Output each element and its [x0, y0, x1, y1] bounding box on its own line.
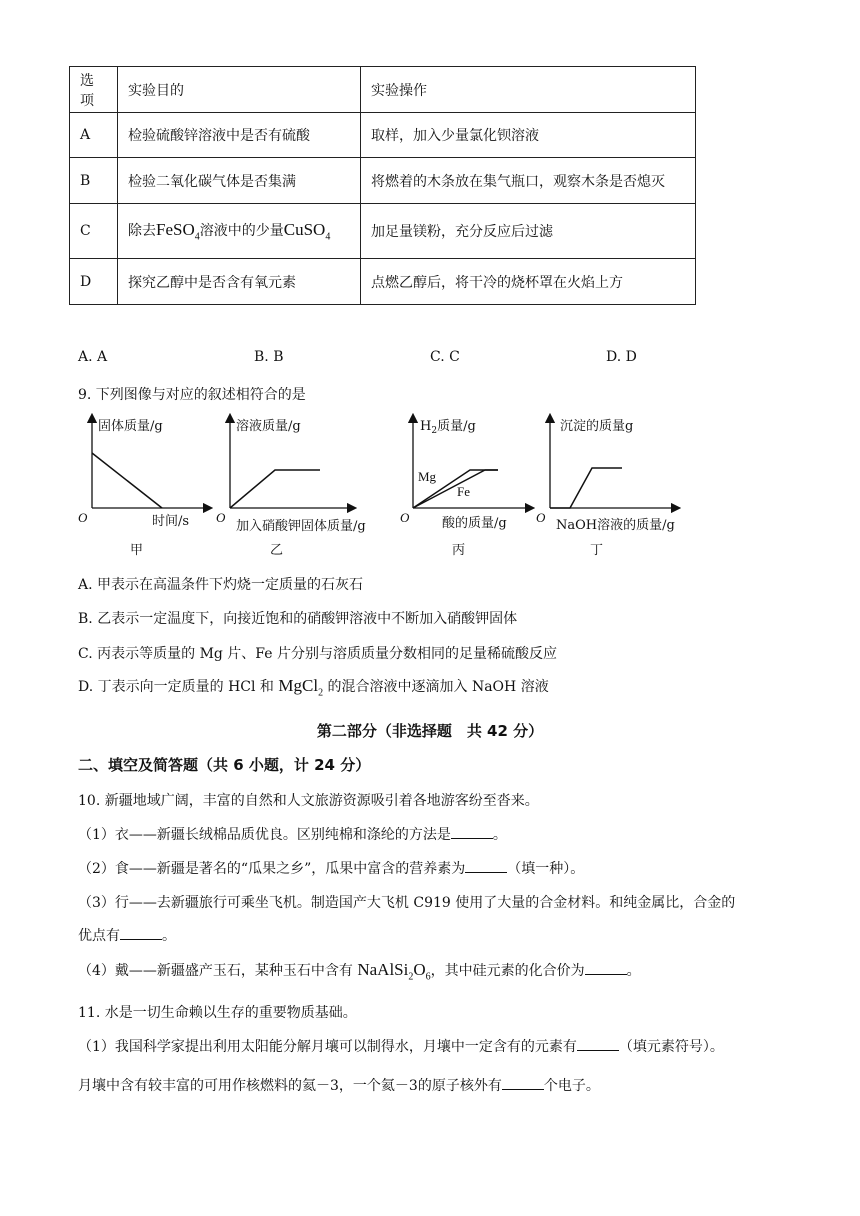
row-purpose: 检验硫酸锌溶液中是否有硫酸	[118, 113, 361, 158]
q9-stem: 9. 下列图像与对应的叙述相符合的是	[78, 387, 306, 403]
mg-line-label: Mg	[418, 469, 437, 484]
y-axis-label: 沉淀的质量g	[560, 419, 634, 434]
y-axis-label: 固体质量/g	[98, 419, 163, 434]
graph-caption: 乙	[270, 543, 284, 558]
x-axis-label: 时间/s	[152, 514, 190, 529]
row-operation: 将燃着的木条放在集气瓶口，观察木条是否熄灭	[361, 158, 696, 204]
table-row	[70, 113, 696, 158]
answer-blank[interactable]	[451, 824, 493, 839]
table-header-option: 选项	[70, 67, 118, 113]
formula-cuso4: CuSO$_4$	[283, 219, 331, 243]
row-option: C	[70, 204, 118, 259]
answer-blank[interactable]	[120, 925, 162, 940]
y-axis-label: 溶液质量/g	[236, 419, 301, 434]
q8-option-a: A. A	[78, 349, 108, 365]
x-axis-label: 酸的质量/g	[442, 516, 507, 531]
q8-option-c: C. C	[430, 349, 460, 365]
answer-blank[interactable]	[577, 1036, 619, 1051]
graph-jia	[78, 418, 208, 558]
experiment-options-table	[69, 66, 696, 305]
q10-part2: （2）食——新疆是著名的“瓜果之乡”，瓜果中富含的营养素为 （填一种）。	[78, 858, 584, 878]
q11-stem: 11. 水是一切生命赖以生存的重要物质基础。	[78, 1005, 357, 1021]
graph-ding	[536, 418, 676, 558]
table-row	[70, 259, 696, 305]
graph-line	[92, 453, 162, 508]
section2-title: 二、填空及简答题（共 6 小题，计 24 分）	[78, 756, 371, 774]
row-purpose: 检验二氧化碳气体是否集满	[118, 158, 361, 204]
q10-part1: （1）衣——新疆长绒棉品质优良。区别纯棉和涤纶的方法是 。	[78, 824, 507, 844]
x-axis-label: 加入硝酸钾固体质量/g	[236, 519, 366, 534]
table-row	[70, 158, 696, 204]
graph-caption: 丁	[590, 543, 604, 558]
origin-label: O	[400, 510, 410, 525]
row-option: A	[70, 113, 118, 158]
purpose-text: 溶液中的少量	[199, 222, 284, 239]
graph-yi	[216, 418, 366, 558]
answer-blank[interactable]	[585, 960, 627, 975]
graph-line	[550, 468, 622, 508]
y-axis-label: $H_2$质量/g	[420, 419, 476, 436]
q11-part1: （1）我国科学家提出利用太阳能分解月壤可以制得水，月壤中一定含有的元素有 （填元素符号）。	[78, 1036, 724, 1056]
answer-blank[interactable]	[502, 1075, 544, 1090]
q11-part1-continued: 月壤中含有较丰富的可用作核燃料的氦－3，一个氦－3的原子核外有 个电子。	[78, 1075, 600, 1095]
row-purpose	[118, 204, 361, 259]
formula-mgcl2: MgCl$_2$	[278, 676, 324, 699]
x-axis-label: NaOH溶液的质量/g	[556, 518, 675, 533]
table-header-operation: 实验操作	[361, 67, 696, 113]
q8-option-d: D. D	[606, 349, 637, 365]
graph-caption: 丙	[452, 543, 466, 558]
row-operation: 取样，加入少量氯化钡溶液	[361, 113, 696, 158]
row-operation: 点燃乙醇后，将干冷的烧杯罩在火焰上方	[361, 259, 696, 305]
purpose-text: 除去	[128, 222, 156, 239]
q8-option-b: B. B	[254, 349, 284, 365]
q9-option-b: B. 乙表示一定温度下，向接近饱和的硝酸钾溶液中不断加入硝酸钾固体	[78, 611, 518, 627]
q9-option-d: D. 丁表示向一定质量的 HCl 和 MgCl$_2$ 的混合溶液中逐滴加入 NaOH 溶液	[78, 676, 549, 699]
table-row	[70, 204, 696, 259]
q10-part3-line2: 优点有 。	[78, 925, 176, 945]
row-purpose: 探究乙醇中是否含有氧元素	[118, 259, 361, 305]
row-operation: 加足量镁粉，充分反应后过滤	[361, 204, 696, 259]
q10-part3-line1: （3）行——去新疆旅行可乘坐飞机。制造国产大飞机 C919 使用了大量的合金材料。和纯金属比，合金的	[78, 895, 736, 911]
row-option: B	[70, 158, 118, 204]
origin-label: O	[536, 510, 546, 525]
table-header-purpose: 实验目的	[118, 67, 361, 113]
table-header-row	[70, 67, 696, 113]
q10-part4: （4）戴——新疆盛产玉石，某种玉石中含有 $NaAlSi_2O_6$，其中硅元素的化合价为 。	[78, 960, 641, 983]
formula-feso4: FeSO$_4$	[156, 219, 200, 243]
origin-label: O	[216, 510, 226, 525]
row-option: D	[70, 259, 118, 305]
answer-blank[interactable]	[465, 858, 507, 873]
q9-graphs	[70, 408, 790, 560]
part2-title: 第二部分（非选择题 共 42 分）	[316, 722, 544, 740]
graph-line	[230, 470, 320, 508]
formula-naalsi2o6: $NaAlSi_2O_6$	[357, 960, 431, 983]
graph-bing	[400, 418, 530, 558]
q10-stem: 10. 新疆地域广阔，丰富的自然和人文旅游资源吸引着各地游客纷至沓来。	[78, 793, 539, 809]
fe-line-label: Fe	[457, 484, 470, 499]
q9-option-a: A. 甲表示在高温条件下灼烧一定质量的石灰石	[78, 577, 364, 593]
origin-label: O	[78, 510, 88, 525]
graph-caption: 甲	[130, 543, 144, 558]
q9-option-c: C. 丙表示等质量的 Mg 片、Fe 片分别与溶质质量分数相同的足量稀硫酸反应	[78, 646, 557, 662]
